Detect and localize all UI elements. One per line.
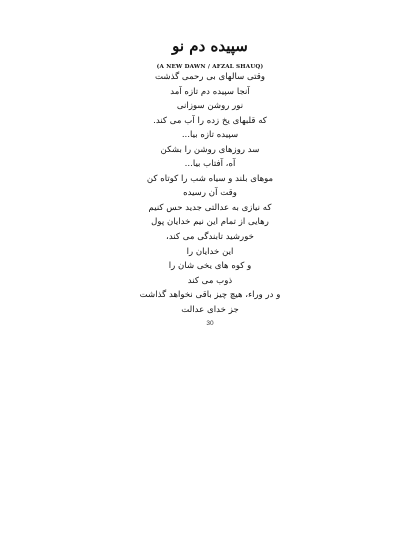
poem-line: آنجا سپیده دم تازه آمد bbox=[170, 86, 250, 97]
poem-line: این خدایان را bbox=[186, 246, 234, 257]
poem-line: موهای بلند و سیاه شب را کوتاه کن bbox=[146, 173, 274, 184]
poem-line: که نیازی به عدالتی جدید حس کنیم bbox=[148, 202, 272, 213]
poem-line: و در وراء، هیچ چیز باقی نخواهد گذاشت bbox=[139, 290, 281, 301]
poem-line: وقت آن رسیده bbox=[183, 188, 237, 199]
poem-line: که قلبهای یخ زده را آب می کند. bbox=[153, 115, 267, 126]
poem-line: سپیده تازه بیا... bbox=[181, 130, 239, 141]
poem-line: ذوب می کند bbox=[187, 275, 233, 286]
poem-line: وقتی سالهای بی رحمی گذشت bbox=[154, 72, 266, 82]
poem-line: آه، آفتاب بیا... bbox=[184, 159, 236, 170]
poem-line: سد روزهای روشن را بشکن bbox=[160, 144, 260, 155]
poem-line: رهایی از تمام این نیم خدایان پول bbox=[151, 217, 269, 228]
poem-subtitle: (A NEW DAWN / AFZAL SHAUQ) bbox=[156, 64, 264, 70]
poem-line: نور روشن سوزانی bbox=[176, 101, 244, 112]
poem-body bbox=[0, 70, 420, 317]
page-number: 30 bbox=[206, 320, 214, 327]
poem-line: و کوه های یخی شان را bbox=[168, 261, 252, 272]
poem-line: جز خدای عدالت bbox=[181, 304, 239, 315]
poem-line: خورشید تابندگی می کند، bbox=[166, 232, 254, 243]
poem-title: سپیده دم نو bbox=[172, 37, 248, 55]
